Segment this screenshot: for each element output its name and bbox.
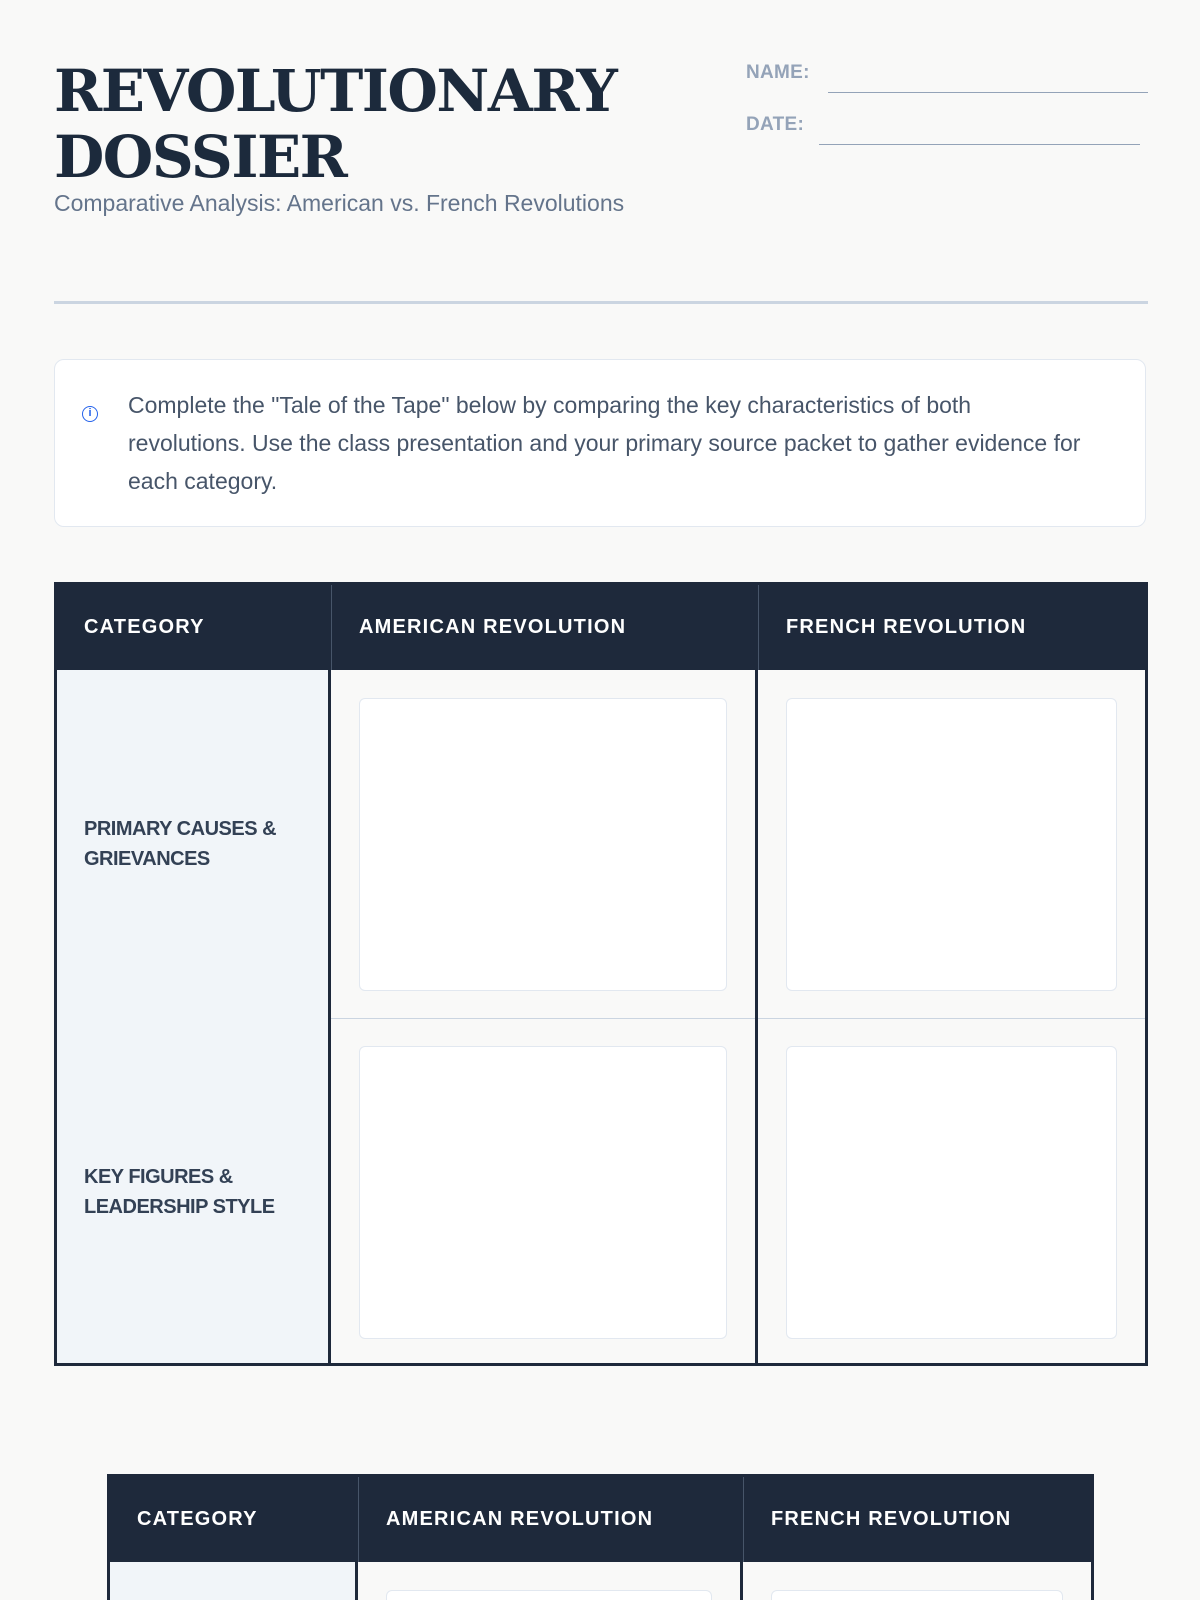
info-icon: i	[82, 406, 98, 422]
instructions-box	[54, 359, 1146, 527]
date-line[interactable]	[819, 144, 1140, 145]
american-cell	[331, 1018, 758, 1366]
column-header-french: FRENCH REVOLUTION	[758, 585, 1148, 670]
category-label: PRIMARY CAUSES & GRIEVANCES	[84, 818, 277, 870]
tale-of-tape-table-2	[107, 1474, 1094, 1600]
date-row	[746, 112, 1148, 164]
american-response-box[interactable]	[359, 698, 727, 991]
name-label: NAME:	[746, 62, 810, 83]
tale-of-tape-table	[54, 582, 1148, 1366]
student-info	[746, 60, 1148, 164]
column-header-american: AMERICAN REVOLUTION	[358, 1477, 743, 1562]
title-line-1: REVOLUTIONARY	[54, 57, 617, 125]
table-header	[110, 1477, 1091, 1562]
name-row	[746, 60, 1148, 112]
french-cell	[743, 1562, 1091, 1600]
column-header-american: AMERICAN REVOLUTION	[331, 585, 758, 670]
page-title	[54, 58, 694, 190]
american-response-box[interactable]	[386, 1590, 712, 1600]
category-cell	[57, 1018, 331, 1366]
column-header-french: FRENCH REVOLUTION	[743, 1477, 1094, 1562]
column-header-category: CATEGORY	[137, 1508, 258, 1530]
french-response-box[interactable]	[771, 1590, 1063, 1600]
table-row	[57, 1018, 1145, 1366]
category-cell	[110, 1562, 358, 1600]
french-response-box[interactable]	[786, 698, 1117, 991]
column-header-category: CATEGORY	[84, 616, 205, 638]
title-line-2: DOSSIER	[54, 123, 347, 191]
french-response-box[interactable]	[786, 1046, 1117, 1339]
american-cell	[331, 670, 758, 1018]
name-line[interactable]	[828, 92, 1148, 93]
page-subtitle: Comparative Analysis: American vs. French Revolutions	[54, 190, 625, 216]
instructions-text: Complete the "Tale of the Tape" below by comparing the key characteristics of both revolutions. Use the class presentation and your primary source packet to gather evidence for each category.	[128, 392, 1081, 494]
header-divider	[54, 301, 1148, 304]
category-label: KEY FIGURES & LEADERSHIP STYLE	[84, 1166, 275, 1218]
category-cell	[57, 670, 331, 1018]
french-cell	[758, 1018, 1145, 1366]
table-header	[57, 585, 1145, 670]
date-label: DATE:	[746, 114, 805, 135]
table-row	[57, 670, 1145, 1019]
american-cell	[358, 1562, 743, 1600]
table-row	[110, 1562, 1091, 1600]
american-response-box[interactable]	[359, 1046, 727, 1339]
french-cell	[758, 670, 1145, 1018]
